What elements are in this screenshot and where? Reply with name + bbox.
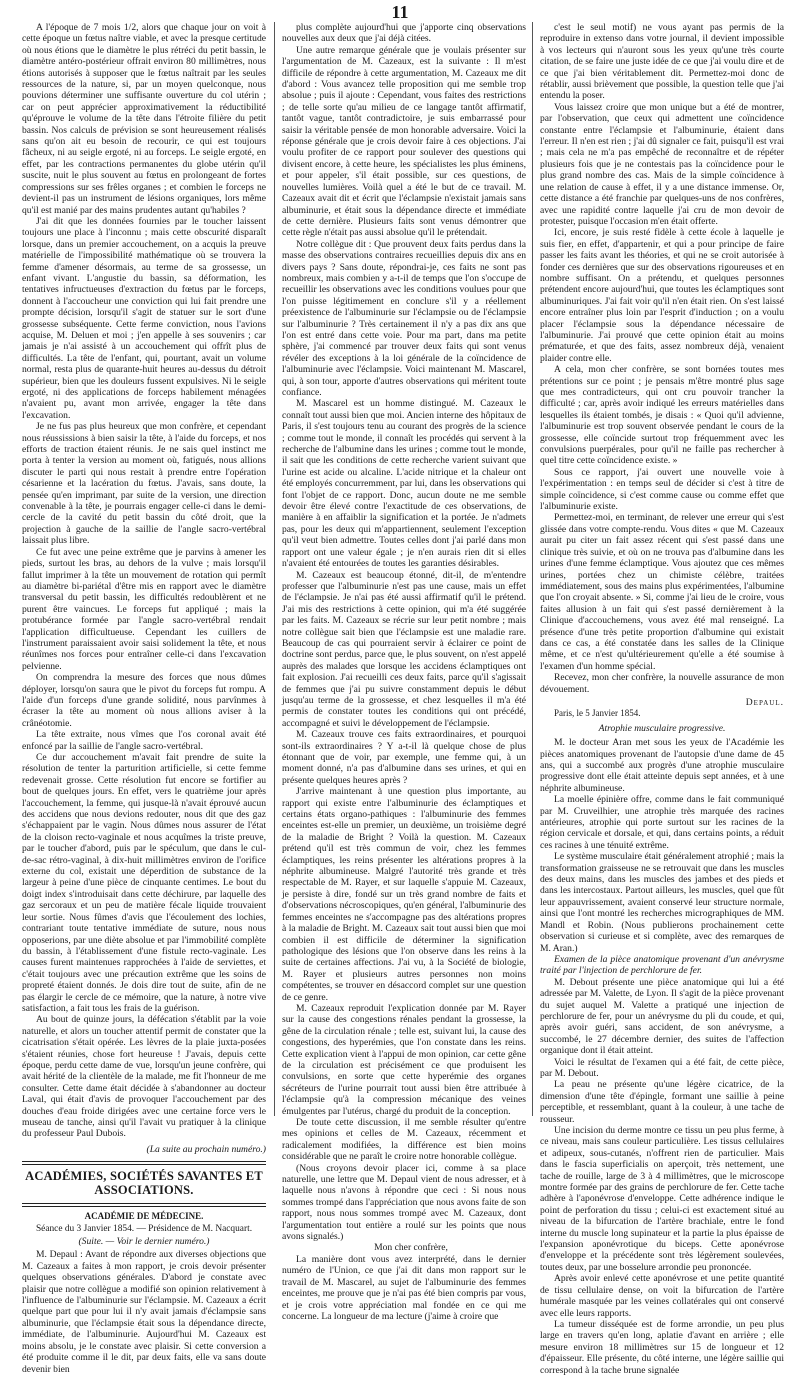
column-rule [274,22,275,1116]
paragraph: Je ne fus pas plus heureux que mon confrère, et cependant nous réussissions à bien saisir la tête, à l'aide du forceps, et nos efforts de traction étaient réunis. Je ne sais quel instinct me porta à tenter la version au moment où, fatigués, nous allions discuter le parti qui nous restait à prendre entre l'opération césarienne et la lacération du fœtus. J'avais, sans doute, la pensée qu'en imprimant, par suite de la version, une direction convenable à la tête, je pourrais engager celle-ci dans le demi-cercle de la cavité du petit bassin du côté droit, que la projection à gauche de la saillie de l'angle sacro-vertébral laissait plus libre. [22,421,266,547]
continued-note: (La suite au prochain numéro.) [146,1143,266,1155]
signature-name: Depaul. [745,696,784,708]
paragraph: Ce fut avec une peine extrême que je parvins à amener les pieds, surtout les bras, au dehors de la vulve ; mais lorsqu'il fallut imprimer à la tête un mouvement de rotation qui permît au diamètre bi-pariétal d'être mis en rapport avec le diamètre transversal du petit bassin, les difficultés redoublèrent et ne purent être vaincues. Le forceps fut appliqué ; mais la protubérance formée par l'angle sacro-vertébral rendait l'application difficultueuse. Cependant les cuillers de l'instrument paraissaient avoir saisi solidement la tête, et nous réunîmes nos forces pour entraîner celle-ci dans l'excavation pelvienne. [22,546,266,672]
paragraph: J'arrive maintenant à une question plus importante, au rapport qui existe entre l'albuminurie des éclamptiques et certains états organo-pathiques : l'albuminurie des femmes enceintes est-elle un premier, un deuxième, un troisième degré de la maladie de Bright ? Voilà la question. M. Cazeaux prétend qu'il est très commun de voir, chez les femmes éclamptiques, les reins présenter les altérations propres à la néphrite albumineuse. Malgré l'autorité très grande et très respectable de M. Rayer, et sur laquelle s'appuie M. Cazeaux, je persiste à dire, fondé sur un très grand nombre de faits et d'observations nécroscopiques, qu'en général, l'albuminurie des femmes enceintes ne s'accompagne pas des altérations propres à la maladie de Bright. M. Cazeaux sait tout aussi bien que moi combien il est difficile de déterminer la signification pathologique des lésions que l'on observe dans les reins à la suite de certaines affections. J'ai vu, à la Société de biologie, M. Rayer et plusieurs autres personnes non moins compétentes, se trouver en désaccord complet sur une question de ce genre. [282,786,526,1003]
paragraph: La tête extraite, nous vîmes que l'os coronal avait été enfoncé par la saillie de l'angle sacro-vertébral. [22,729,266,752]
paragraph: De toute cette discussion, il me semble résulter qu'entre mes opinions et celles de M. Cazeaux, récemment et radicalement modifiées, la différence est bien moins considérable que ne paraît le croire notre honorable collègue. [282,1117,526,1163]
paragraph: Une autre remarque générale que je voulais présenter sur l'argumentation de M. Cazeaux, est la suivante : Il m'est difficile de répondre à cette argumentation, M. Cazeaux me dit d'abord : Vous avancez telle proposition qui me semble trop absolue ; puis il ajoute : Cependant, vous faites des restrictions ; de telle sorte qu'au milieu de ce langage tantôt affirmatif, tantôt vague, tantôt contradictoire, je suis embarrassé pour saisir la véritable pensée de mon honorable adversaire. Voici la réponse générale que je crois devoir faire à ces objections. J'ai voulu profiter de ce rapport pour soulever des questions qui divisent encore, à cette heure, les spécialistes les plus éminens, et pour appeler, s'il était possible, sur ces questions, de nouvelles lumières. Voilà quel a été le but de ce travail. M. Cazeaux avait dit et écrit que l'éclampsie n'existait jamais sans albuminurie, et était sous la dépendance directe et immédiate de cette dernière. Plusieurs faits sont venus démontrer que cette règle n'était pas aussi absolue qu'il le prétendait. [282,44,526,239]
salutation: Mon cher confrère, [374,1242,448,1254]
paragraph: M. Debout présente une pièce anatomique qui lui a été adressée par M. Valette, de Lyon. Il s'agit de la pièce provenant du sujet auquel M. Valette a pratiqué une injection de perchlorure de fer, pour un anévrysme du pli du coude, et qui, après avoir guéri, sans accident, de son anévrysme, a succombé, le 27 décembre dernier, des suites de l'affection organique dont il était atteint. [540,976,784,1057]
paragraph: M. Cazeaux trouve ces faits extraordinaires, et pourquoi sont-ils extraordinaires ? Y a-t-il là quelque chose de plus étonnant que de voir, par exemple, une femme qui, à un moment donné, n'a pas d'albumine dans ses urines, et qui en présente quelques heures après ? [282,729,526,786]
article-title: Atrophie musculaire progressive. [598,722,726,734]
paragraph: (Nous croyons devoir placer ici, comme à sa place naturelle, une lettre que M. Depaul vient de nous adresser, et à laquelle nous n'avons à répondre que ceci : Si nous nous sommes trompé dans l'appréciation que nous avons faite de son rapport, nous nous sommes trompé avec M. Cazeaux, dont l'argumentation tout entière a roulé sur les points que nous avons signalés.) [282,1162,526,1243]
paragraph: J'ai dit que les données fournies par le toucher laissent toujours une place à l'inconnu ; mais cette obscurité disparaît lorsque, dans un premier accouchement, on a acquis la preuve matérielle de l'impossibilité mathématique où se trouvera la femme d'amener désormais, au terme de sa grossesse, un enfant vivant. L'angustie du bassin, sa déformation, les tentatives infructueuses d'extraction du fœtus par le forceps, donnent à l'accoucheur une conviction qui lui fait prendre une prompte décision, lorsqu'il s'agit de statuer sur le sort d'une grossesse subséquente. Cette ferme conviction, nous l'avions acquise, M. Deluen et moi ; j'en appelle à ses souvenirs ; car jamais je n'ai assisté à un accouchement qui offrît plus de difficultés. La tête de l'enfant, qui, pourtant, avait un volume normal, resta plus de quarante-huit heures au-dessus du détroit supérieur, bien que les douleurs fussent expulsives. Ni le seigle ergoté, ni des applications de forceps habilement ménagées n'avaient pu, avant mon arrivée, engager la tête dans l'excavation. [22,215,266,421]
paragraph: Après avoir enlevé cette aponévrose et une petite quantité de tissu cellulaire dense, on voit la bifurcation de l'artère humérale masquée par les veines collatérales qui ont conservé avec elle leurs rapports. [540,1273,784,1319]
column-2 [282,22,526,1322]
suite-note: (Suite. — Voir le dernier numéro.) [78,1236,210,1248]
sub-title: ACADÉMIE DE MÉDECINE. [84,1211,204,1222]
page-number: 11 [391,2,409,22]
paragraph: Vous laissez croire que mon unique but a été de montrer, par l'observation, que ceux qui admettent une coïncidence constante entre l'éclampsie et l'albuminurie, étaient dans l'erreur. Il n'en est rien ; j'ai dû signaler ce fait, puisqu'il est vrai ; mais cela ne m'a pas empêché de reconnaître et de répéter plusieurs fois que je ne contestais pas la coïncidence pour le plus grand nombre des cas. Mais de la simple coïncidence à une relation de cause à effet, il y a une distance immense. Or, cette distance a été franchie par quelques-uns de nos confrères, avec une rapidité contre laquelle j'ai cru de mon devoir de protester, puisque l'occasion m'en était offerte. [540,101,784,227]
paragraph: On comprendra la mesure des forces que nous dûmes déployer, lorsqu'on saura que le pivot du forceps fut rompu. A l'aide d'un forceps d'une grande solidité, nous parvînmes à écraser la tête au moment où nous allions aviser à la crânéotomie. [22,672,266,729]
paragraph: La peau ne présente qu'une légère cicatrice, de la dimension d'une tête d'épingle, formant une saillie à peine perceptible, et ressemblant, quant à la couleur, à une tache de rousseur. [540,1079,784,1125]
signature [540,697,784,708]
section-divider [22,1161,266,1165]
paragraph: Permettez-moi, en terminant, de relever une erreur qui s'est glissée dans votre compte-rendu. Vous dites « que M. Cazeaux aurait pu citer un fait assez récent qui s'est passé dans une clinique très suivie, et où on ne trouva pas d'albumine dans les urines d'une femme éclamptique. Vous ajoutez que ces mêmes urines, portées chez un chimiste célèbre, traitées immédiatement, sous des mains plus expérimentées, l'albumine que l'on croyait absente. » Si, comme j'ai lieu de le croire, vous faites allusion à un fait qui s'est passé dernièrement à la Clinique d'accouchemens, vous avez été mal renseigné. La présence d'une très petite proportion d'albumine qui existait dans ce cas, a été constatée dans les salles de la Clinique même, et ce n'est qu'ultérieurement qu'elle a été soumise à l'examen d'un homme spécial. [540,512,784,672]
column-3 [540,22,784,1376]
paragraph: La manière dont vous avez interprété, dans le dernier numéro de l'Union, ce que j'ai dit dans mon rapport sur le travail de M. Mascarel, au sujet de l'albuminurie des femmes enceintes, me prouve que je n'ai pas été bien compris par vous, et je crois votre appréciation mal fondée en ce qui me concerne. La longueur de ma lecture (j'aime à croire que [282,1253,526,1322]
paragraph: M. Cazeaux est beaucoup étonné, dit-il, de m'entendre professer que l'albuminurie n'est pas une cause, mais un effet de l'éclampsie. Je n'ai pas été aussi affirmatif qu'il le prétend. J'ai mis des restrictions à cette opinion, qui m'a été suggérée par les faits. M. Cazeaux se récrie sur leur petit nombre ; mais notre collègue sait bien que l'éclampsie est une maladie rare. Beaucoup de cas qui pourraient servir à éclairer ce point de doctrine sont perdus, parce que, le plus souvent, on n'est appelé auprès des malades que lorsque les accidens éclamptiques ont fait explosion. J'ai recueilli ces deux faits, parce qu'il s'agissait de femmes que j'ai pu suivre constamment depuis le début jusqu'au terme de la grossesse, et chez lesquelles il m'a été permis de constater toutes les conditions qui ont précédé, accompagné et suivi le développement de l'éclampsie. [282,569,526,729]
paragraph: La moelle épinière offre, comme dans le fait communiqué par M. Cruveilhier, une atrophie très marquée des racines antérieures, atrophie qui porte surtout sur les racines de la région cervicale et dorsale, et qui, dans certains points, a réduit ces racines à une ténuité extrême. [540,794,784,851]
paragraph: A l'époque de 7 mois 1/2, alors que chaque jour on voit à cette époque un fœtus naître viable, et avec la presque certitude où nous étions que le diamètre le plus rétréci du petit bassin, le diamètre antéro-postérieur offrait environ 80 millimètres, nous étions autorisés à supposer que le fœtus naîtrait par les seules ressources de la nature, si, par un moyen quelconque, nous pouvions déterminer une suffisante ouverture du col utérin ; car on peut apprécier approximativement la réductibilité qu'éprouve le volume de la tête dans l'étroite filière du petit bassin. Nos calculs de prévision se sont heureusement réalisés sans qu'on ait eu besoin de recourir, ce qui est toujours fâcheux, ni au seigle ergoté, ni au forceps. Le seigle ergoté, en effet, par les contractions permanentes du globe utérin qu'il suscite, nuit le plus souvent au fœtus en prolongeant de fortes compressions sur ses frêles organes ; et combien le forceps ne devient-il pas un instrument de lésions organiques, lors même qu'il est manié par des mains prudentes autant qu'habiles ? [22,22,266,216]
paragraph: A cela, mon cher confrère, se sont bornées toutes mes prétentions sur ce point ; je pensais m'être montré plus sage que mes contradicteurs, qui ont cru pouvoir trancher la difficulté ; car, après avoir indiqué les erreurs matérielles dans lesquelles ils étaient tombés, je disais : « Quoi qu'il advienne, l'albuminurie est trop souvent observée pendant le cours de la grossesse, elle coïncide surtout trop fréquemment avec les convulsions puerpérales, pour qu'il ne faille pas rechercher à quel titre cette coïncidence existe. » [540,364,784,467]
paragraph: M. Mascarel est un homme distingué. M. Cazeaux le connaît tout aussi bien que moi. Ancien interne des hôpitaux de Paris, il s'est toujours tenu au courant des progrès de la science ; comme tout le monde, il connaît les procédés qui servent à la recherche de l'albumine dans les urines ; comme tout le monde, il sait que les conditions de cette recherche varient suivant que l'urine est acide ou alcaline. L'acide nitrique et la chaleur ont été employés concurremment, par lui, dans les observations qui font l'objet de ce rapport. Donc, aucun doute ne me semble devoir être élevé contre l'exactitude de ces observations, de manière à en affaiblir la signification et la portée. Je n'admets pas, pour les deux qui m'appartiennent, seulement l'exception qu'il veut bien admettre. Toutes celles dont j'ai parlé dans mon rapport ont une valeur égale ; je n'en aurais rien dit si elles n'avaient été entourées de toutes les garanties désirables. [282,398,526,570]
section-title: ACADÉMIES, SOCIÉTÉS SAVANTES ET ASSOCIATIONS. [25,1169,263,1198]
paragraph: Une incision du derme montre ce tissu un peu plus ferme, à ce niveau, mais sans couleur particulière. Les tissus cellulaires et adipeux, sous-cutanés, n'offrent rien de particulier. Mais dans le fascia superficialis on aperçoit, très nettement, une tache de rouille, large de 3 à 4 millimètres, que le microscope montre formée par des grains de perchlorure de fer. Cette tache adhère à l'aponévrose d'enveloppe. Cette adhérence indique le point de perforation du tissu ; celui-ci est exactement situé au niveau de la bifurcation de l'artère brachiale, entre le fond interne du muscle long supinateur et la partie la plus épaisse de l'expansion aponévrotique du biceps. Cette aponévrose d'enveloppe et la précédente sont très légèrement soulevées, toutes deux, par une bosselure arrondie peu prononcée. [540,1125,784,1273]
date-line: Paris, le 5 Janvier 1854. [554,708,641,719]
column-1 [22,22,266,1375]
paragraph: Au bout de quinze jours, la défécation s'établit par la voie naturelle, et alors un toucher attentif permit de constater que la cicatrisation s'était opérée. Les lèvres de la plaie juxta-posées s'étaient réunies, chose fort heureuse ! J'avais, depuis cette époque, perdu cette dame de vue, lorsqu'un jeune confrère, qui avait hérité de la clientèle de la malade, me fit l'honneur de me consulter. Cette dame était décidée à s'abandonner au docteur Laval, qui était d'avis de provoquer l'accouchement par des douches d'eau froide dirigées avec une certaine force vers le museau de tanche, ainsi qu'il l'avait vu pratiquer à la clinique du professeur Paul Dubois. [22,1014,266,1140]
paragraph: plus complète aujourd'hui que j'apporte cinq observations nouvelles aux deux que j'ai déjà citées. [282,22,526,45]
paragraph: La tumeur disséquée est de forme arrondie, un peu plus large en travers qu'en long, aplatie d'avant en arrière ; elle mesure environ 18 millimètres sur 15 de longueur et 12 d'épaisseur. Elle présente, du côté interne, une légère saillie qui correspond à la tache brune signalée [540,1318,784,1376]
paragraph: Ce dur accouchement m'avait fait prendre de suite la résolution de tenter la parturition artificielle, si cette femme redevenait grosse. Cette résolution fut encore se fortifier au bout de quelques jours. En effet, vers le quatrième jour après l'accouchement, la femme, qui jusque-là n'avait éprouvé aucun des accidens que nous devions redouter, nous dit que des gaz s'échappaient par le vagin. Nous dûmes nous assurer de l'état de la cloison recto-vaginale et nous acquîmes la triste preuve, par le toucher d'abord, puis par le spéculum, que dans le cul-de-sac rétro-vaginal, à dix-huit millimètres environ de l'orifice externe du col, existait une déperdition de substance de la largeur à peine d'une pièce de cinquante centimes. Le bout du doigt index s'introduisait dans cette déchirure, par laquelle des gaz sercoraux et un peu de matière fécale liquide trouvaient leur sortie. Nous fûmes d'avis que l'écoulement des lochies, contrariant toute tentative immédiate de suture, nous nous opposerions, par une diète absolue et par l'immobilité complète du bassin, à l'établissement d'une fistule recto-vaginale. Les causes furent maintenues rapprochées à l'aide de serviettes, et c'était toujours avec une précaution extrême que les soins de propreté étaient donnés. Je dois dire tout de suite, afin de ne pas élargir le cercle de ce mémoire, que la nature, à notre vive satisfaction, a fait tous les frais de la guérison. [22,752,266,1014]
paragraph: M. le docteur Aran met sous les yeux de l'Académie les pièces anatomiques provenant de l'autopsie d'une dame de 45 ans, qui a succombé aux progrès d'une atrophie musculaire progressive dont elle était atteinte depuis sept années, et à une néphrite albumineuse. [540,737,784,794]
paragraph: Notre collègue dit : Que prouvent deux faits perdus dans la masse des observations contraires recueillies depuis dix ans en divers pays ? Sans doute, répondrai-je, ces faits ne sont pas nombreux, mais combien y a-t-il de temps que l'on s'occupe de recueillir les observations avec les conditions voulues pour que l'on puisse légitimement en conclure s'il y a réellement préexistence de l'albuminurie sur l'éclampsie ou de l'éclampsie sur l'albuminurie ? Très certainement il n'y a pas dix ans que l'on est entré dans cette voie. Pour ma part, dans ma petite sphère, j'ai commencé par trouver deux faits qui sont venus révéler des exceptions à la loi générale de la coïncidence de l'albuminurie avec l'éclampsie. Voici maintenant M. Mascarel, qui, à son tour, apporte d'autres observations qui méritent toute confiance. [282,238,526,398]
paragraph: c'est le seul motif) ne vous ayant pas permis de la reproduire in extenso dans votre journal, il devient impossible à vos lecteurs qui n'auront sous les yeux qu'une très courte citation, de se faire une juste idée de ce que j'ai voulu dire et de ce que j'ai bien véritablement dit. Permettez-moi donc de rétablir, aussi brièvement que possible, la question telle que j'ai entendu la poser. [540,22,784,102]
paragraph: Ici, encore, je suis resté fidèle à cette école à laquelle je suis fier, en effet, d'appartenir, et qui a pour principe de faire passer les faits avant les théories, et qui ne se croit autorisée à fonder ces dernières que sur des observations rigoureuses et en nombre suffisant. On a prétendu, et quelques personnes prétendent encore aujourd'hui, que toutes les éclamptiques sont albuminuriques. J'ai fait voir qu'il n'en était rien. On s'est laissé encore entraîner plus loin par l'esprit d'induction ; on a voulu placer l'éclampsie sous la dépendance nécessaire de l'albuminurie. J'ai prouvé que cette opinion était au moins prématurée, et que des faits, assez nombreux déjà, venaient plaider contre elle. [540,227,784,364]
paragraph: Le système musculaire était généralement atrophié ; mais la transformation graisseuse ne se retrouvait que dans les muscles des deux mains, dans les muscles des jambes et des pieds et dans les intercostaux. Partout ailleurs, les muscles, quel que fût leur appauvrissement, avaient conservé leur structure normale, ainsi que l'ont montré les recherches micrographiques de MM. Mandl et Robin. (Nous publierons prochainement cette observation si curieuse et si complète, avec des remarques de M. Aran.) [540,851,784,954]
paragraph: M. Cazeaux reproduit l'explication donnée par M. Rayer sur la cause des congestions rénales pendant la grossesse, la gêne de la circulation rénale ; telle est, suivant lui, la cause des congestions, des hyperémies, que l'on constate dans les reins. Cette explication vient à l'appui de mon opinion, car cette gêne de la circulation est précisément ce que produisent les convulsions, en sorte que cette hyperémie des organes sécréteurs de l'urine pourrait tout aussi bien être attribuée à l'éclampsie qu'à la compression mécanique des veines émulgentes par l'utérus, chargé du produit de la conception. [282,1002,526,1117]
paragraph: Voici le résultat de l'examen qui a été fait, de cette pièce, par M. Debout. [540,1056,784,1079]
paragraph: Sous ce rapport, j'ai ouvert une nouvelle voie à l'expérimentation : en temps seul de décider si c'est à titre de simple coïncidence, si c'est comme cause ou comme effet que l'albuminurie existe. [540,466,784,513]
article-heading: Examen de la pièce anatomique provenant d'un anévrysme traité par l'injection de perchlorure de fer. [540,953,784,977]
session-line: Séance du 3 Janvier 1854. — Présidence de M. Nacquart. [35,1223,253,1234]
section-divider [22,1203,266,1207]
column-rule [532,22,533,1116]
paragraph: M. Depaul : Avant de répondre aux diverses objections que M. Cazeaux a faites à mon rapport, je crois devoir présenter quelques observations générales. D'abord je constate avec plaisir que notre collègue a modifié son opinion relativement à l'influence de l'albuminurie sur l'éclampsie. M. Cazeaux a écrit quelque part que pour lui il n'y avait jamais d'éclampsie sans albuminurie, que l'éclampsie était sous la dépendance directe, immédiate, de l'albuminurie. Aujourd'hui M. Cazeaux est moins absolu, je le constate avec plaisir. Si cette conversion a été produite comme il le dit, par deux faits, elle va sans doute devenir bien [22,1249,266,1375]
paragraph: Recevez, mon cher confrère, la nouvelle assurance de mon dévouement. [540,672,784,695]
